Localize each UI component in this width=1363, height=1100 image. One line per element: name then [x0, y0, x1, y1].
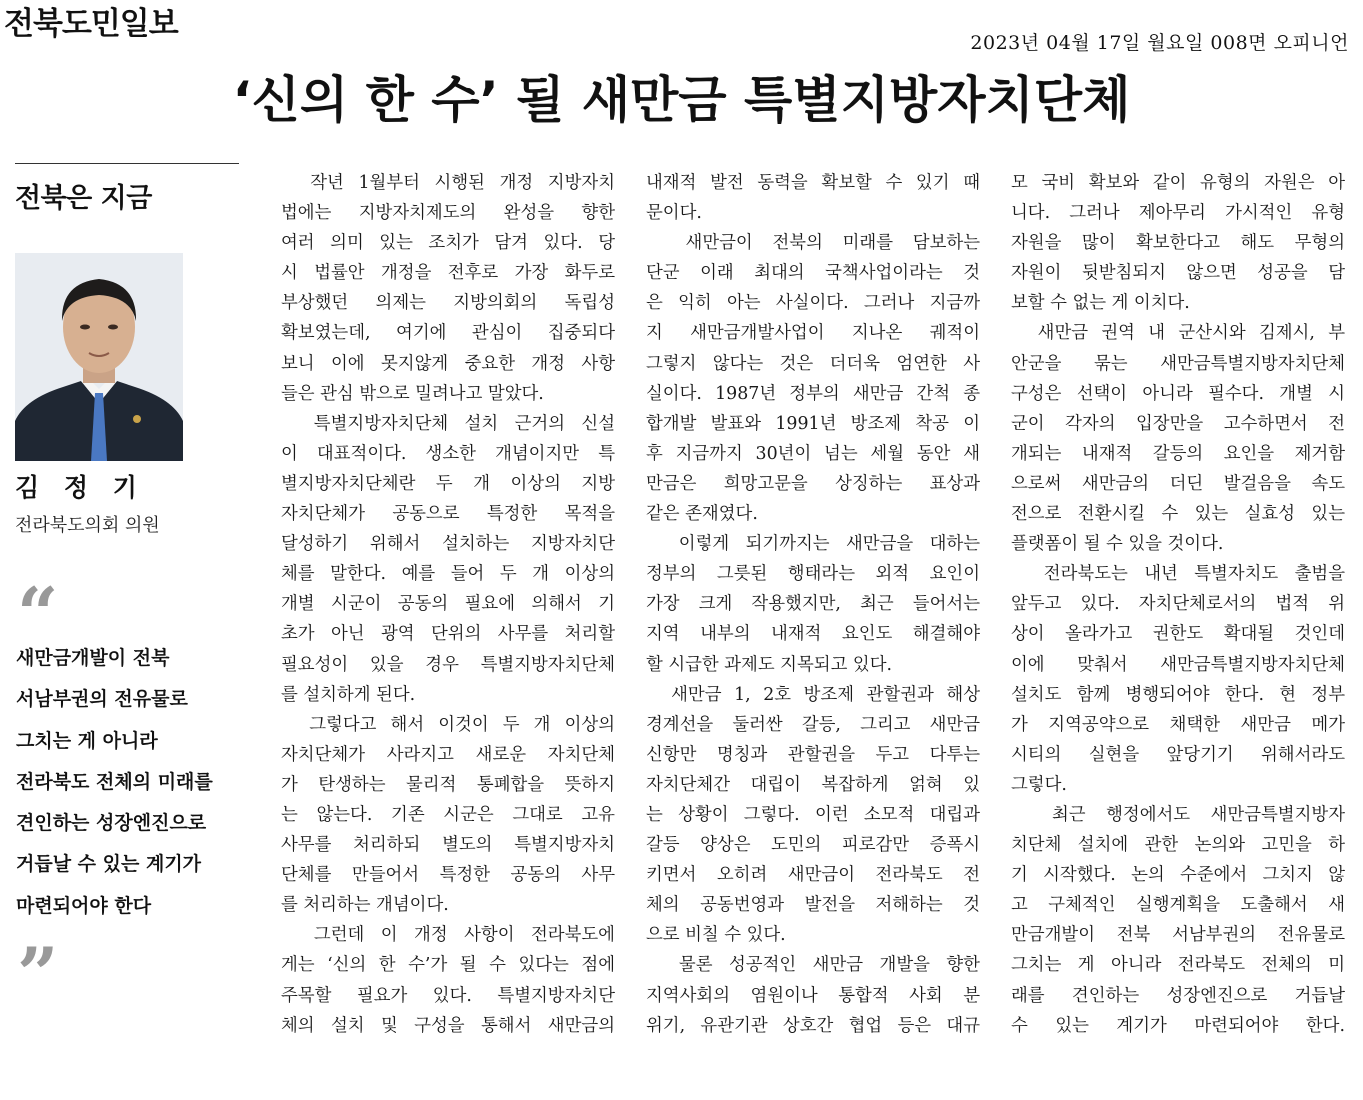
body-text-line: 내재적 발전 동력을 확보할 수 있기 때: [646, 173, 980, 193]
body-text-line: 여러 의미 있는 조치가 담겨 있다. 당: [281, 233, 615, 254]
body-text-line: 위기, 유관기관 상호간 협업 등은 대규: [646, 1015, 980, 1036]
body-text-line: 부상했던 의제는 지방의회의 독립성: [281, 293, 615, 314]
body-text-line: 자치단체가 사라지고 새로운 자치단체: [281, 744, 615, 765]
body-text-line: 자원을 많이 확보한다고 해도 무형의: [1011, 233, 1345, 254]
body-text-line: 자치단체간 대립이 복잡하게 얽혀 있: [646, 774, 980, 795]
newspaper-masthead: 전북도민일보: [4, 6, 178, 42]
body-text-line: 작년 1월부터 시행된 개정 지방자치: [281, 173, 615, 193]
body-text-line: 그치는 게 아니라 전라북도 전체의 미: [1011, 955, 1345, 976]
body-text-line: 으로써 새만금의 더딘 발걸음을 속도: [1011, 473, 1345, 494]
body-text-line: 전으로 전환시킬 수 있는 실효성 있는: [1011, 504, 1345, 525]
body-text-line: 특별지방자치단체 설치 근거의 신설: [281, 413, 615, 434]
body-text-line: 문이다.: [646, 203, 702, 224]
pull-quote-line: 그치는 게 아니라: [16, 729, 158, 752]
body-text-line: 보니 이에 못지않게 중요한 개정 사항: [281, 353, 615, 374]
body-text-line: 고 구체적인 실행계획을 도출해서 새: [1011, 895, 1345, 916]
body-text-line: 그렇지 않다는 것은 더더욱 엄연한 사: [646, 353, 980, 374]
body-text-line: 지역사회의 염원이나 통합적 사회 분: [646, 985, 980, 1006]
body-text-line: 법에는 지방자치제도의 완성을 향한: [281, 203, 615, 224]
body-text-line: 상이 올라가고 권한도 확대될 것인데: [1011, 624, 1345, 645]
body-text-line: 안군을 묶는 새만금특별지방자치단체: [1011, 353, 1345, 374]
body-text-line: 플랫폼이 될 수 있을 것이다.: [1011, 534, 1224, 555]
author-title: 전라북도의회 의원: [15, 515, 160, 536]
pull-quote-line: 마련되어야 한다: [16, 894, 152, 917]
body-text-line: 앞두고 있다. 자치단체로서의 법적 위: [1011, 594, 1345, 615]
body-text-line: 는 않는다. 기존 시군은 그대로 고유: [281, 804, 615, 825]
body-text-line: 정부의 그릇된 행태라는 외적 요인이: [646, 564, 980, 585]
body-text-line: 군이 각자의 입장만을 고수하면서 전: [1011, 413, 1345, 434]
body-text-line: 를 설치하게 된다.: [281, 684, 416, 705]
body-text-line: 신항만 명칭과 관할권을 두고 다투는: [646, 744, 980, 765]
body-text-line: 가 탄생하는 물리적 통폐합을 뜻하지: [281, 774, 615, 795]
body-text-line: 새만금 권역 내 군산시와 김제시, 부: [1011, 323, 1345, 344]
body-column-2: [646, 168, 980, 1041]
body-text-line: 후 지금까지 30년이 넘는 세월 동안 새: [646, 443, 980, 464]
body-text-line: 사무를 처리하되 별도의 특별지방자치: [281, 835, 615, 856]
body-text-line: 시티의 실현을 앞당기기 위해서라도: [1011, 744, 1345, 765]
body-text-line: 확보였는데, 여기에 관심이 집중되다: [281, 323, 615, 344]
body-text-line: 만금은 희망고문을 상징하는 표상과: [646, 473, 980, 494]
body-text-line: 새만금이 전북의 미래를 담보하는: [646, 233, 980, 254]
body-text-line: 경계선을 둘러싼 갈등, 그리고 새만금: [646, 714, 980, 735]
body-text-line: 실이다. 1987년 정부의 새만금 간척 종: [646, 383, 980, 404]
body-text-line: 구성은 선택이 아니라 필수다. 개별 시: [1011, 383, 1345, 404]
pull-quote-line: 새만금개발이 전북: [16, 647, 170, 669]
column-name: 전북은 지금: [15, 183, 152, 214]
body-text-line: 는 상황이 그렇다. 이런 소모적 대립과: [646, 804, 980, 825]
body-text-line: 갈등 양상은 도민의 피로감만 증폭시: [646, 835, 980, 856]
body-text-line: 게는 ‘신의 한 수’가 될 수 있다는 점에: [281, 955, 615, 976]
body-text-line: 물론 성공적인 새만금 개발을 향한: [646, 955, 980, 976]
body-text-line: 니다. 그러나 제아무리 가시적인 유형: [1011, 203, 1345, 224]
body-text-line: 모 국비 확보와 같이 유형의 자원은 아: [1011, 173, 1345, 193]
body-text-line: 개별 시군이 공동의 필요에 의해서 기: [281, 594, 615, 615]
pull-quote: [16, 638, 246, 927]
body-text-line: 체의 설치 및 구성을 통해서 새만금의: [281, 1015, 615, 1036]
issue-date-line: 2023년 04월 17일 월요일 008면 오피니언: [970, 32, 1349, 54]
body-text-line: 합개발 발표와 1991년 방조제 착공 이: [646, 413, 980, 434]
pull-quote-line: 견인하는 성장엔진으로: [16, 812, 207, 835]
body-text-line: 별지방자치단체란 두 개 이상의 지방: [281, 473, 615, 494]
body-text-line: 이에 맞춰서 새만금특별지방자치단체: [1011, 654, 1345, 675]
body-text-line: 치단체 설치에 관한 논의와 고민을 하: [1011, 835, 1345, 856]
pull-quote-line: 거듭날 수 있는 계기가: [16, 853, 202, 876]
body-text-line: 래를 견인하는 성장엔진으로 거듭날: [1011, 985, 1345, 1006]
body-column-1: [281, 168, 615, 1041]
body-text-line: 할 시급한 과제도 지목되고 있다.: [646, 654, 893, 675]
body-text-line: 달성하기 위해서 설치하는 지방자치단: [281, 534, 615, 555]
body-text-line: 기 시작했다. 논의 수준에서 그치지 않: [1011, 865, 1345, 886]
author-name: 김 정 기: [15, 473, 145, 502]
body-text-line: 전라북도는 내년 특별자치도 출범을: [1011, 564, 1345, 585]
author-portrait-image: [15, 253, 183, 461]
body-text-line: 수 있는 계기가 마련되어야 한다.: [1011, 1015, 1345, 1036]
body-text-line: 이렇게 되기까지는 새만금을 대하는: [646, 534, 980, 555]
body-text-line: 은 익히 아는 사실이다. 그러나 지금까: [646, 293, 980, 314]
body-text-line: 를 처리하는 개념이다.: [281, 895, 449, 916]
body-text-line: 자원이 뒷받침되지 않으면 성공을 담: [1011, 263, 1345, 284]
body-text-line: 그렇다고 해서 이것이 두 개 이상의: [281, 714, 615, 735]
pull-quote-line: 서남부권의 전유물로: [16, 688, 188, 711]
pull-quote-line: 전라북도 전체의 미래를: [16, 770, 213, 793]
body-text-line: 최근 행정에서도 새만금특별지방자: [1011, 804, 1345, 825]
body-text-line: 개되는 내재적 갈등의 요인을 제거함: [1011, 443, 1345, 464]
body-text-line: 이 대표적이다. 생소한 개념이지만 특: [281, 443, 615, 464]
body-text-line: 가장 크게 작용했지만, 최근 들어서는: [646, 594, 980, 615]
body-text-line: 체의 공동번영과 발전을 저해하는 것: [646, 895, 980, 916]
body-text-line: 가 지역공약으로 채택한 새만금 메가: [1011, 714, 1345, 735]
body-text-line: 자치단체가 공동으로 특정한 목적을: [281, 504, 615, 525]
body-text-line: 시 법률안 개정을 전후로 가장 화두로: [281, 263, 615, 284]
body-text-line: 초가 아닌 광역 단위의 사무를 처리할: [281, 624, 615, 645]
sidebar-rule: [15, 163, 239, 164]
body-text-line: 지 새만금개발사업이 지나온 궤적이: [646, 323, 980, 344]
body-text-line: 그렇다.: [1011, 774, 1067, 795]
body-text-line: 키면서 오히려 새만금이 전라북도 전: [646, 865, 980, 886]
body-column-3: [1011, 168, 1345, 1041]
body-text-line: 같은 존재였다.: [646, 504, 758, 525]
body-text-line: 설치도 함께 병행되어야 한다. 현 정부: [1011, 684, 1345, 705]
close-quote-mark: ”: [17, 931, 59, 1016]
body-text-line: 만금개발이 전북 서남부권의 전유물로: [1011, 925, 1345, 946]
open-quote-mark: “: [17, 571, 59, 656]
author-sidebar: [15, 163, 239, 1016]
body-text-line: 지역 내부의 내재적 요인도 해결해야: [646, 624, 980, 645]
body-text-line: 으로 비칠 수 있다.: [646, 925, 786, 946]
body-text-line: 그런데 이 개정 사항이 전라북도에: [281, 925, 615, 946]
body-text-line: 체를 말한다. 예를 들어 두 개 이상의: [281, 564, 615, 585]
body-text-line: 단체를 만들어서 특정한 공동의 사무: [281, 865, 615, 886]
article-headline: ‘신의 한 수’ 될 새만금 특별지방자치단체: [232, 71, 1131, 129]
body-text-line: 주목할 필요가 있다. 특별지방자치단: [281, 985, 615, 1006]
body-text-line: 필요성이 있을 경우 특별지방자치단체: [281, 654, 615, 675]
body-text-line: 들은 관심 밖으로 밀려나고 말았다.: [281, 383, 544, 404]
body-text-line: 단군 이래 최대의 국책사업이라는 것: [646, 263, 980, 284]
body-text-line: 보할 수 없는 게 이치다.: [1011, 293, 1190, 314]
author-portrait: [15, 253, 183, 461]
body-text-line: 새만금 1, 2호 방조제 관할권과 해상: [646, 684, 980, 705]
